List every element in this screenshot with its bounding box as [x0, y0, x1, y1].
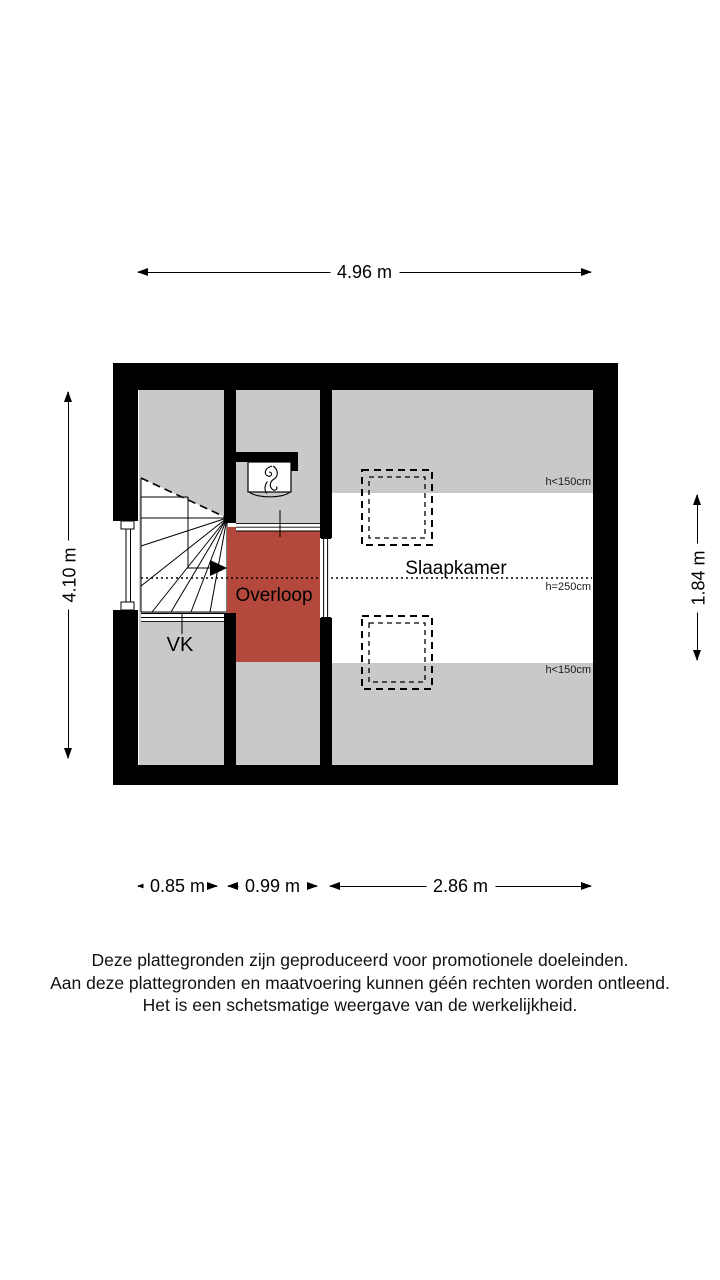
wall-vk-lower	[224, 613, 236, 765]
height-note-lower: h<150cm	[545, 664, 591, 676]
slaapkamer-lower-low-ceiling	[332, 663, 593, 765]
disclaimer	[0, 949, 720, 1017]
dimension-left-label: 4.10 m	[60, 540, 81, 609]
wall-slaapkamer-upper	[320, 390, 332, 538]
dimension-bottom-slaapkamer	[330, 875, 591, 896]
wall-left-upper	[113, 390, 138, 521]
dimension-bottom-vk-label: 0.85 m	[143, 876, 212, 897]
wall-bottom	[113, 765, 618, 785]
overloop-label: Overloop	[235, 585, 313, 606]
vk-label: VK	[166, 634, 194, 656]
disclaimer-line-2: Aan deze plattegronden en maatvoering kunnen géén rechten worden ontleend.	[50, 972, 670, 993]
slaapkamer-label: Slaapkamer	[405, 558, 507, 579]
height-note-upper: h<150cm	[545, 476, 591, 488]
sink-icon	[248, 462, 291, 497]
dimension-left	[59, 392, 80, 758]
dimension-bottom-slaapkamer-label: 2.86 m	[426, 876, 495, 897]
middle-lower-floor	[236, 662, 320, 765]
dimension-top	[138, 261, 591, 282]
wall-top	[113, 363, 618, 390]
dimension-bottom-overloop	[228, 875, 317, 896]
opening-overloop-top	[236, 523, 320, 532]
dimension-top-label: 4.96 m	[330, 262, 399, 283]
dimension-bottom-vk	[138, 875, 217, 896]
wall-right	[593, 390, 618, 765]
height-note-mid: h=250cm	[545, 581, 591, 593]
wall-left-lower	[113, 610, 138, 765]
disclaimer-line-3: Het is een schetsmatige weergave van de werkelijkheid.	[142, 995, 578, 1015]
wall-vk-upper	[224, 390, 236, 523]
wall-slaapkamer-lower	[320, 618, 332, 765]
dimension-bottom-overloop-label: 0.99 m	[238, 876, 307, 897]
disclaimer-line-1: Deze plattegronden zijn geproduceerd voor promotionele doeleinden.	[91, 950, 629, 970]
dimension-right	[688, 495, 709, 660]
dimension-right-label: 1.84 m	[689, 543, 710, 612]
wall-sink-stub	[236, 452, 298, 462]
window-icon	[113, 521, 138, 610]
